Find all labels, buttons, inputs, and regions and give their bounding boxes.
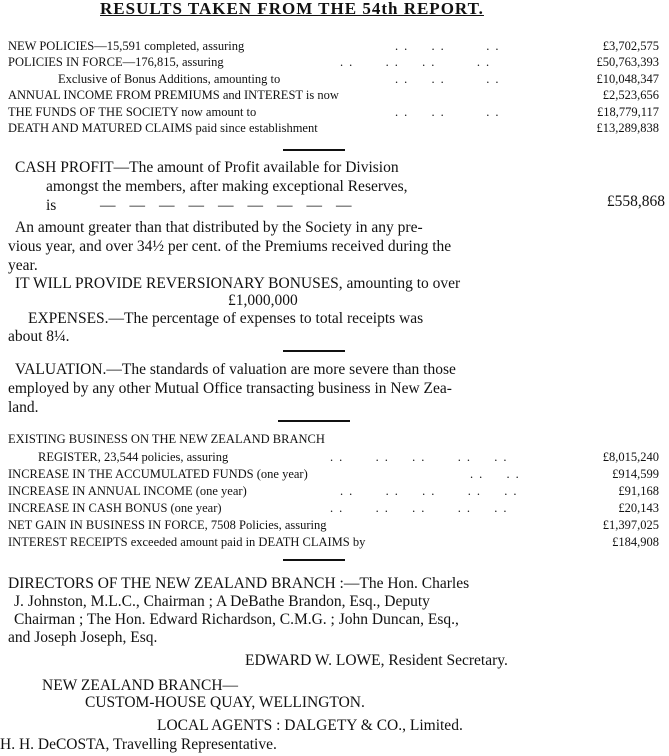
resident-secretary: EDWARD W. LOWE, Resident Secretary. <box>245 652 508 669</box>
cash-profit-line: amongst the members, after making exceptional Reserves, <box>46 178 408 195</box>
nz-branch-value: £1,397,025 <box>602 518 659 532</box>
summary-value: £13,289,838 <box>596 121 659 135</box>
cash-profit-para: vious year, and over 34½ per cent. of the Premiums received during the <box>8 238 452 255</box>
valuation-line: employed by any other Mutual Office transacting business in New Zea- <box>8 380 452 397</box>
nz-branch-label: EXISTING BUSINESS ON THE NEW ZEALAND BRANCH <box>8 432 325 446</box>
leader-dots: .. .. <box>470 467 525 481</box>
leader-dots: .. .. .. .. <box>340 55 496 69</box>
leader-dots: .. .. .. .. .. <box>340 484 523 498</box>
summary-label: NEW POLICIES—15,591 completed, assuring <box>8 39 245 53</box>
summary-value: £18,779,117 <box>596 105 659 119</box>
cash-profit-value: £558,868 <box>606 193 665 210</box>
summary-label: THE FUNDS OF THE SOCIETY now amount to <box>8 105 257 119</box>
nz-branch-label: REGISTER, 23,544 policies, assuring <box>38 450 229 464</box>
directors-line: J. Johnston, M.L.C., Chairman ; A DeBathe Brandon, Esq., Deputy <box>14 593 430 610</box>
nz-branch-value: £91,168 <box>618 484 659 498</box>
divider-rule <box>283 350 345 352</box>
branch-heading: NEW ZEALAND BRANCH— <box>42 677 239 694</box>
local-agents: LOCAL AGENTS : DALGETY & CO., Limited. <box>157 717 463 734</box>
summary-value: £10,048,347 <box>596 72 659 86</box>
cash-profit-line: is <box>46 197 57 214</box>
directors-line: Chairman ; The Hon. Edward Richardson, C.M.G. ; John Duncan, Esq., <box>14 611 459 628</box>
leader-dots: .. .. .. .. .. <box>330 450 513 464</box>
expenses-line: EXPENSES.—The percentage of expenses to total receipts was <box>28 310 424 327</box>
report-title: RESULTS TAKEN FROM THE 54th REPORT. <box>100 0 484 18</box>
nz-branch-label: INCREASE IN CASH BONUS (one year) <box>8 501 222 515</box>
summary-label: POLICIES IN FORCE—176,815, assuring <box>8 55 224 69</box>
summary-label: Exclusive of Bonus Additions, amounting to <box>58 72 281 86</box>
travelling-representative: H. H. DeCOSTA, Travelling Representative. <box>0 736 277 753</box>
leader-dots: .. .. .. <box>395 72 505 86</box>
summary-value: £3,702,575 <box>602 39 659 53</box>
nz-branch-label: INCREASE IN THE ACCUMULATED FUNDS (one year) <box>8 467 308 481</box>
branch-address: CUSTOM-HOUSE QUAY, WELLINGTON. <box>85 694 365 711</box>
cash-profit-line: CASH PROFIT—The amount of Profit available for Division <box>15 159 399 176</box>
nz-branch-value: £184,908 <box>612 535 659 549</box>
nz-branch-label: INCREASE IN ANNUAL INCOME (one year) <box>8 484 247 498</box>
summary-value: £2,523,656 <box>602 88 659 102</box>
directors-line: DIRECTORS OF THE NEW ZEALAND BRANCH :—The Hon. Charles <box>8 575 470 592</box>
nz-branch-value: £20,143 <box>618 501 659 515</box>
nz-branch-label: NET GAIN IN BUSINESS IN FORCE, 7508 Policies, assuring <box>8 518 327 532</box>
leader-dashes: ————————— <box>100 197 366 214</box>
nz-branch-value: £914,599 <box>612 467 659 481</box>
divider-rule <box>278 420 350 422</box>
summary-label: ANNUAL INCOME FROM PREMIUMS and INTEREST is now <box>8 88 339 102</box>
nz-branch-label: INTEREST RECEIPTS exceeded amount paid in DEATH CLAIMS by <box>8 535 366 549</box>
directors-line: and Joseph Joseph, Esq. <box>8 629 158 646</box>
valuation-line: land. <box>8 399 39 416</box>
nz-branch-value: £8,015,240 <box>602 450 659 464</box>
cash-profit-para: An amount greater than that distributed by the Society in any pre- <box>15 219 423 236</box>
valuation-line: VALUATION.—The standards of valuation are more severe than those <box>15 361 456 378</box>
cash-profit-para: year. <box>8 257 38 274</box>
expenses-line: about 8¼. <box>8 328 70 345</box>
leader-dots: .. .. .. <box>395 105 505 119</box>
reversionary-line: IT WILL PROVIDE REVERSIONARY BONUSES, amounting to over <box>15 275 461 292</box>
reversionary-amount: £1,000,000 <box>228 292 298 309</box>
summary-value: £50,763,393 <box>596 55 659 69</box>
leader-dots: .. .. .. .. .. <box>330 501 513 515</box>
divider-rule <box>283 149 345 151</box>
divider-rule <box>283 559 345 561</box>
leader-dots: .. .. .. <box>395 39 505 53</box>
summary-label: DEATH AND MATURED CLAIMS paid since establishment <box>8 121 318 135</box>
